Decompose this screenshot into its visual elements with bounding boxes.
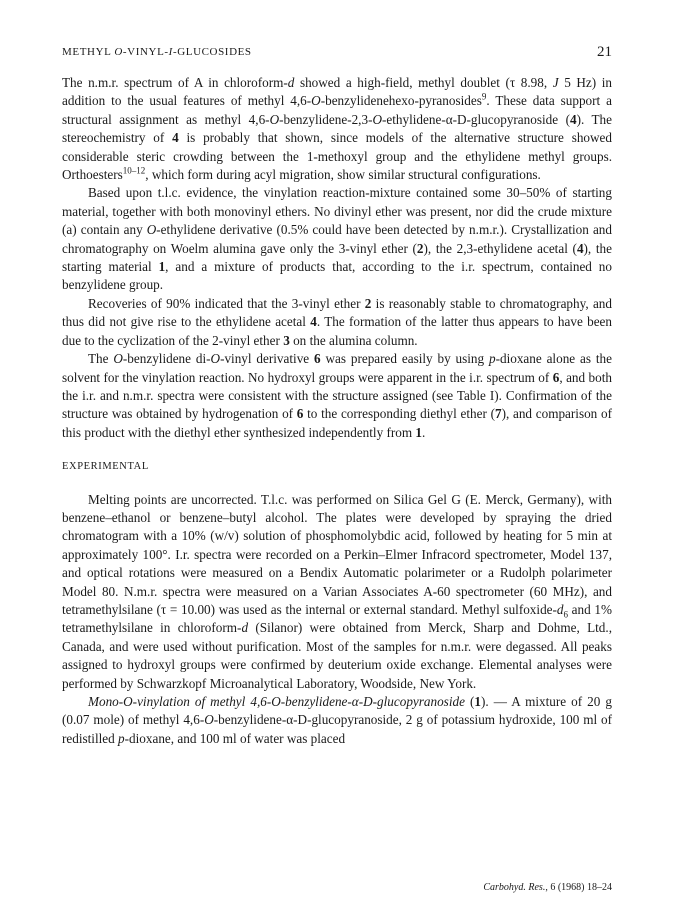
text-run: -ethylidene-α-D-glucopyranoside ( (382, 111, 570, 127)
paragraph-recoveries (62, 295, 612, 350)
text-run: 9 (481, 92, 487, 103)
text-run: 3 (283, 332, 290, 348)
text-run: -dioxane, and 100 ml of water was placed (124, 730, 346, 746)
text-run: Melting points are uncorrected. T.l.c. was performed on Silica Gel G (E. Merck, Germany), with benzene–ethanol or benzene–butyl alcohol. The plates were developed by spraying the dried chromatogram with a 10% (w/v) solution of phosphomolybdic acid, followed by heating for 5 min at approximately 100°. I.r. spectra were recorded on a Perkin–Elmer Infracord spectrometer, Model 137, and optical rotations were measured on a Bendix Automatic polarimeter or a Rudolph polarimeter Model 80. N.m.r. spectra were measured on a Varian Associates A-60 spectrometer (60 MHz), and tetramethylsilane (τ = 10.00) was used as the internal or external standard. Methyl sulfoxide- (62, 491, 612, 617)
body-text (62, 74, 612, 748)
running-title-italic-i: I (168, 46, 173, 58)
text-run: was prepared easily by using (320, 351, 489, 367)
running-head (62, 44, 612, 64)
text-run: O (146, 222, 157, 238)
text-run: 4 (569, 111, 577, 127)
text-run: -vinyl derivative (220, 351, 315, 367)
text-run: . These data support a structural assignment as methyl 4,6- (62, 93, 612, 127)
text-run: 10–12 (122, 165, 146, 176)
text-run: . (422, 424, 426, 440)
text-run: -benzylidenehexo-pyranosides (320, 93, 482, 109)
text-run: ), the starting material (62, 240, 612, 275)
text-run: 6 (552, 369, 560, 385)
text-run: -benzylidene di- (122, 351, 211, 367)
text-run: 6 (314, 351, 321, 367)
text-run: O (204, 712, 214, 728)
text-run: d (556, 601, 564, 617)
text-run: ), the 2,3-ethylidene acetal ( (423, 240, 577, 256)
text-run: 2 (416, 240, 424, 256)
paragraph-methods (62, 491, 612, 693)
text-run: and 1% tetramethylsilane in chloroform- (62, 601, 612, 636)
text-run: 5 Hz) in addition to the usual features of methyl 4,6- (62, 75, 612, 109)
text-run: Based upon t.l.c. evidence, the vinylation reaction-mixture contained some 30–50% of starting material, together with both monovinyl ethers. No divinyl ether was present, nor did the crude mixture (a) contain any (62, 185, 612, 238)
text-run: , which form during acyl migration, show similar structural configurations. (145, 167, 541, 183)
text-run: , and a mixture of products that, according to the i.r. spectrum, contained no benzylidene group. (62, 259, 612, 293)
text-run: ), and comparison of this product with the diethyl ether synthesized independently from (62, 406, 612, 440)
text-run: -ethylidene derivative (0.5% could have been detected by n.m.r.). Crystallization and chromatography on Woelm alumina gave only the 3-vinyl ether ( (62, 222, 612, 256)
text-run: O (113, 351, 123, 367)
text-run: ( (464, 694, 475, 709)
text-run: 1 (158, 259, 166, 275)
page-number: 21 (597, 44, 612, 60)
text-run: (Silanor) were obtained from Merck, Sharp and Dohme, Ltd., Canada, and were used without purification. Most of the samples for n.m.r. were degassed. All peaks assigned to hydroxyl groups were confirmed by deuterium oxide exchange. Elemental analyses were performed by Schwarzkopf Microanalytical Laboratory, Woodside, New York. (62, 620, 612, 691)
text-run: Mono-O-vinylation of methyl 4,6-O-benzylidene-α-D-glucopyranoside (88, 694, 465, 709)
journal-volume-pages: , 6 (1968) 18–24 (545, 882, 612, 893)
text-run: . The formation of the latter thus appears to have been due to the cyclization of the 2-vinyl ether (62, 314, 613, 348)
paragraph-vinylation-results (62, 184, 612, 294)
text-run: O (311, 93, 321, 109)
text-run: J (552, 75, 559, 90)
text-run: 4 (310, 314, 317, 330)
text-run: is reasonably stable to chromatography, and thus did not give rise to the ethylidene acetal (62, 295, 612, 330)
text-run: on the alumina column. (289, 332, 418, 348)
text-run: 1 (415, 424, 423, 440)
text-run: 1 (474, 694, 481, 709)
text-run: The (88, 351, 114, 367)
paragraph-mono-vinylation (62, 693, 612, 748)
text-run: p (488, 351, 496, 367)
text-run: ). The stereochemistry of (62, 111, 612, 146)
text-run: Recoveries of 90% indicated that the 3-vinyl ether (88, 295, 365, 311)
text-run: -benzylidene-2,3- (279, 111, 373, 127)
text-run: p (118, 730, 125, 746)
text-run: The n.m.r. spectrum of A in chloroform- (62, 75, 288, 90)
running-title (62, 46, 252, 58)
text-run: ). — A mixture of 20 g (0.07 mole) of methyl 4,6- (62, 694, 613, 728)
running-title-italic-o: O (114, 46, 123, 58)
paragraph-nmr-discussion (62, 74, 612, 184)
text-run: 7 (494, 406, 502, 422)
text-run: 6 (296, 406, 304, 422)
running-title-part: -VINYL- (122, 46, 169, 58)
text-run: d (241, 620, 249, 636)
text-run: is probably that shown, since models of the alternative structure showed considerable steric crowding between the 1-methoxyl group and the ethylidene methyl groups. Orthoesters (62, 130, 612, 183)
text-run: d (287, 75, 295, 90)
text-run: -dioxane alone as the solvent for the vinylation reaction. No hydroxyl groups were apparent in the i.r. spectrum of (62, 351, 612, 385)
text-run: 4 (172, 130, 179, 146)
text-run: O (372, 111, 382, 127)
text-run: , and both the i.r. and n.m.r. spectra were consistent with the structure assigned (see Table I). Confirmation of the structure was obtained by hydrogenation of (62, 369, 612, 422)
text-run: -benzylidene-α-D-glucopyranoside, 2 g of potassium hydroxide, 100 ml of redistilled (62, 712, 613, 746)
text-run: O (210, 351, 221, 367)
text-run: to the corresponding diethyl ether ( (303, 406, 495, 422)
paragraph-divinyl-derivative (62, 350, 612, 442)
text-run: O (269, 111, 280, 127)
running-title-part: -GLUCOSIDES (172, 46, 252, 58)
journal-name: Carbohyd. Res. (483, 882, 546, 893)
text-run: 2 (364, 295, 372, 311)
running-title-part: METHYL (62, 46, 115, 58)
journal-citation (483, 882, 612, 893)
text-run: 4 (576, 240, 584, 256)
section-heading-experimental: EXPERIMENTAL (62, 461, 149, 473)
text-run: 6 (563, 609, 568, 620)
text-run: showed a high-field, methyl doublet (τ 8.98, (294, 75, 553, 90)
